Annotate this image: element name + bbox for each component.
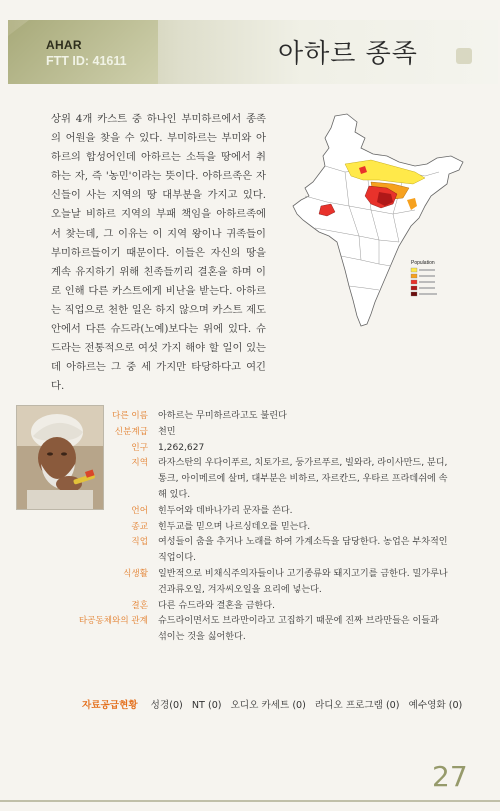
info-value: 힌두어와 데바나가리 문자를 쓴다. (158, 505, 293, 516)
info-value: 힌두교를 믿으며 나르싱데오를 믿는다. (158, 521, 311, 532)
info-label: 신분계급 (114, 426, 148, 437)
info-table (78, 409, 448, 646)
legend-swatch-5 (411, 292, 417, 296)
info-row (108, 425, 448, 441)
legend-swatch-3 (411, 280, 417, 284)
info-label: 종교 (131, 521, 148, 532)
info-value: 라자스탄의 우다이푸르, 치토가르, 둥가르푸르, 빌와라, 라이사만드, 분디, 통크, 아이메르에 살며, 대부분은 비하르, 자르칸드, 우타르 프라데쉬에 속해 있다. (158, 458, 448, 500)
info-row (78, 614, 448, 646)
info-label: 다른 이름 (112, 411, 148, 421)
india-map (275, 110, 475, 340)
info-row (108, 599, 448, 615)
legend-swatch-1 (411, 268, 417, 272)
legend-swatch-4 (411, 286, 417, 290)
legend-swatch-2 (411, 274, 417, 278)
legend-title: Population (411, 260, 435, 266)
header-tab (8, 20, 158, 84)
info-label: 지역 (131, 458, 148, 469)
info-label: 직업 (131, 537, 148, 548)
info-label: 인구 (131, 442, 148, 453)
intro-paragraph: 상위 4개 카스트 중 하나인 부미하르에서 종족의 어원을 찾을 수 있다. 부미하르는 부미와 아하르의 합성어인데 아하르는 소득을 땅에서 취하는 자, 즉 '농민'이라는 뜻이다. 아하르족은 자신들이 사는 지역의 땅 대부분을 가지고 있다. 오늘날 비하르 지역의 부패 책임을 아하르족에서 찾는데, 그 이유는 이 지역 왕이나 귀족들이 부미하르들이기 때문이다. 이들은 자신의 땅을 계속 유지하기 위해 친족들끼리 결혼을 하며 이로 인해 다른 카스트에게 비난을 받는다. 아하르는 직업으로 천한 일은 하지 않으며 카스트 제도 안에서 다른 슈드라(노예)보다는 위에 있다. 슈드라는 전통적으로 여섯 가지 해야 할 일이 있는데 아하르는 그 중 세 가지만 타당하다고 여긴다. (51, 113, 266, 393)
info-row (108, 535, 448, 567)
bottom-rule (0, 800, 500, 802)
resource-status (82, 697, 468, 711)
info-value: 아하르는 무미하르라고도 불린다 (158, 411, 287, 421)
info-value: 여성들이 춤을 추거나 노래를 하여 가계소득을 담당한다. 농업은 부차적인 직업이다. (158, 537, 448, 564)
info-value: 천민 (158, 426, 176, 437)
header-ornament (456, 48, 472, 64)
resource-bible: 성경(0) (150, 700, 183, 711)
group-code: AHAR (46, 38, 82, 52)
india-map-svg (275, 110, 475, 340)
page-number: 27 (432, 760, 468, 793)
info-value: 다른 슈드라와 결혼을 금한다. (158, 600, 275, 611)
portrait-photo (16, 405, 104, 510)
info-value: 슈드라이면서도 브라만이라고 고집하기 때문에 진짜 브라만들은 이들과 섞이는 것을 싫어한다. (158, 616, 439, 643)
resource-audio-cassette: 오디오 카세트 (0) (230, 700, 306, 711)
page-title: 아하르 종족 (278, 39, 418, 69)
info-row (108, 520, 448, 536)
resource-status-label: 자료공급현황 (82, 700, 138, 711)
info-value: 일반적으로 비채식주의자들이나 고기종류와 돼지고기를 금한다. 밀가루나 건과류오일, 겨자씨오일을 요리에 넣는다. (158, 568, 448, 595)
info-row (108, 567, 448, 599)
info-row (108, 441, 448, 457)
info-row (108, 504, 448, 520)
india-outline (293, 114, 463, 326)
ftt-id: FTT ID: 41611 (46, 54, 127, 68)
info-row (108, 409, 448, 425)
info-label: 결혼 (131, 600, 148, 611)
info-row (108, 456, 448, 503)
resource-jesus-film: 예수영화 (0) (408, 700, 463, 711)
info-label: 식생활 (123, 568, 148, 579)
info-value: 1,262,627 (158, 442, 205, 453)
info-label: 타공동체와의 관계 (78, 616, 148, 627)
resource-radio: 라디오 프로그램 (0) (314, 700, 400, 711)
resource-nt: NT (0) (191, 700, 222, 711)
info-label: 언어 (131, 505, 148, 516)
